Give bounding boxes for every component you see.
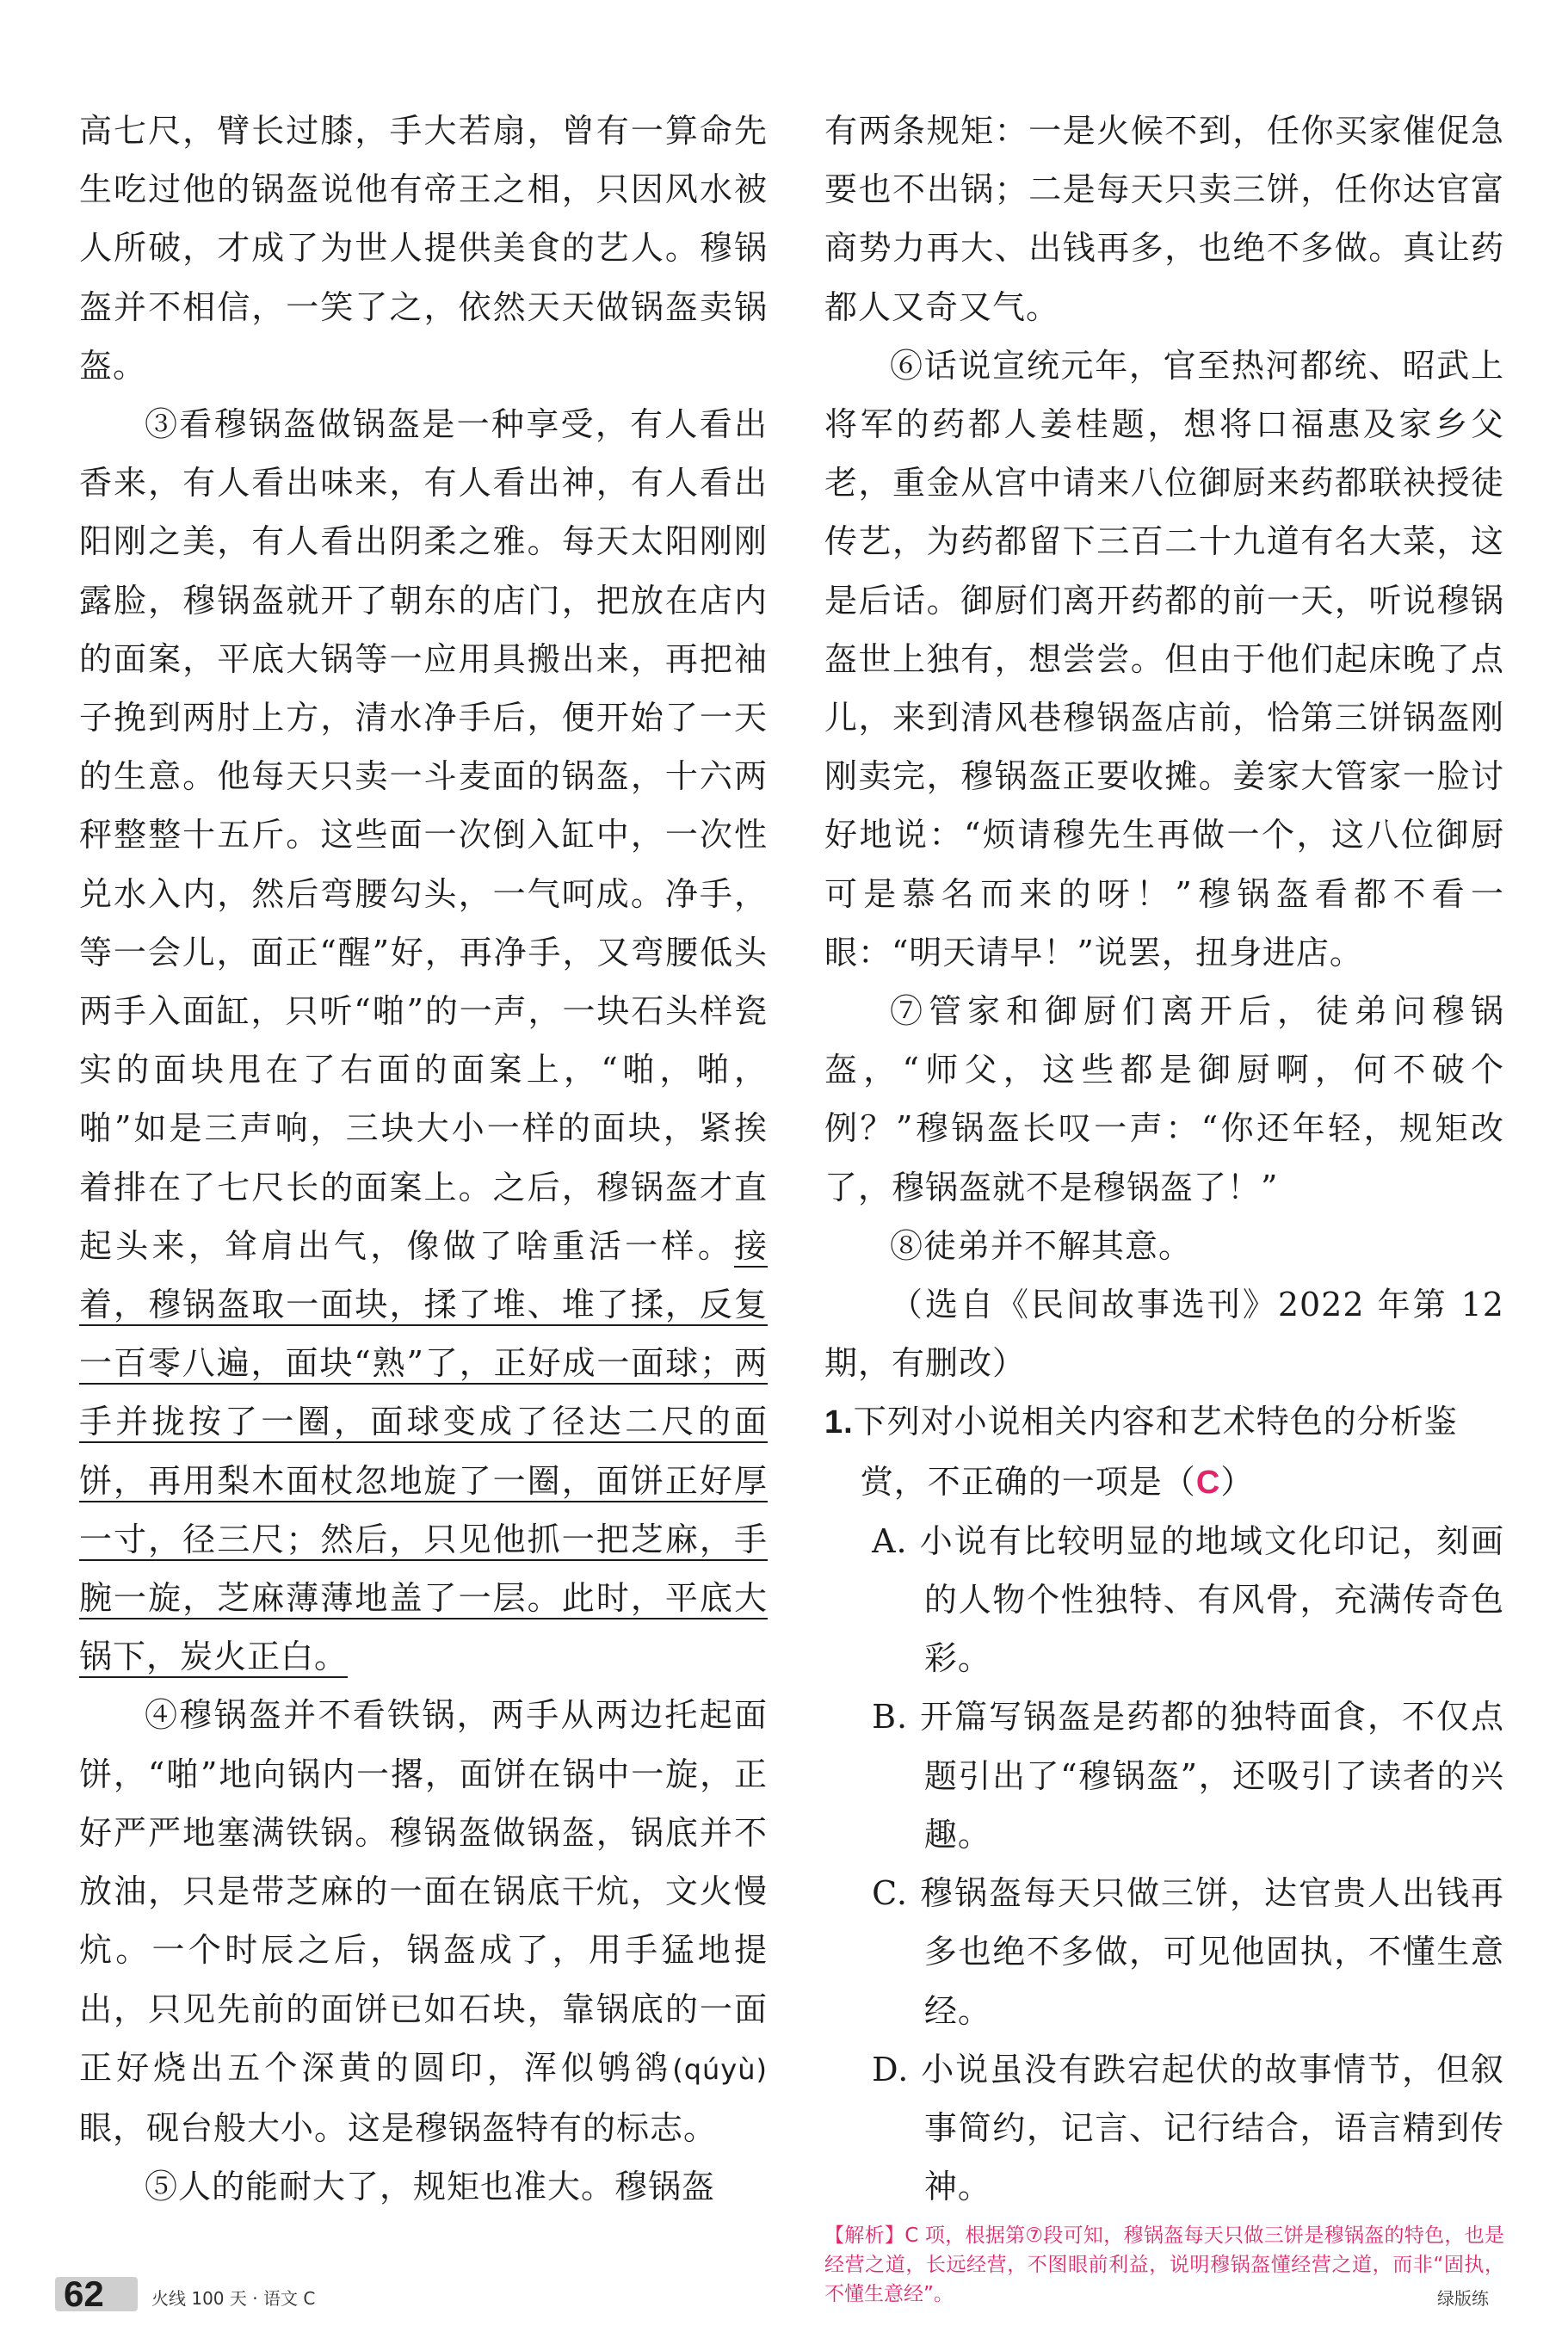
page-footer xyxy=(0,2273,1568,2317)
question-number: 1. xyxy=(824,1404,854,1441)
paragraph-3-text: ③看穆锅盔做锅盔是一种享受，有人看出香来，有人看出味来，有人看出神，有人看出阳刚之美，有人看出阴柔之雅。每天太阳刚刚露脸，穆锅盔就开了朝东的店门，把放在店内的面案，平底大锅等一应用具搬出来，再把袖子挽到两肘上方，清水净手后，便开始了一天的生意。他每天只卖一斗麦面的锅盔，十六两秤整整十五斤。这些面一次倒入缸中，一次性兑水入内，然后弯腰勾头，一气呵成。净手，等一会儿，面正“醒”好，再净手，又弯腰低头两手入面缸，只听“啪”的一声，一块石头样瓷实的面块甩在了右面的面案上，“啪，啪，啪”如是三声响，三块大小一样的面块，紧挨着排在了七尺长的面案上。之后，穆锅盔才直起头来，耸肩出气，像做了啥重活一样。 xyxy=(79,405,768,1265)
option-c: C. 穆锅盔每天只做三饼，达官贵人出钱再多也绝不多做，可见他固执，不懂生意经。 xyxy=(872,1874,1504,2030)
paragraph-6: ⑥话说宣统元年，官至热河都统、昭武上将军的药都人姜桂题，想将口福惠及家乡父老，重金从宫中请来八位御厨来药都联袂授徒传艺，为药都留下三百二十九道有名大菜，这是后话。御厨们离开药都的前一天，听说穆锅盔世上独有，想尝尝。但由于他们起床晚了点儿，来到清风巷穆锅盔店前，恰第三饼锅盔刚刚卖完，穆锅盔正要收摊。姜家大管家一脸讨好地说：“烦请穆先生再做一个，这八位御厨可是慕名而来的呀！”穆锅盔看都不看一眼：“明天请早！”说罢，扭身进店。 xyxy=(824,346,1504,972)
paragraph-8: ⑧徒弟并不解其意。 xyxy=(890,1226,1193,1265)
page-number: 62 xyxy=(64,2273,104,2314)
paragraph-5-continuation: 有两条规矩：一是火候不到，任你买家催促急要也不出锅；二是每天只卖三饼，任你达官富商势力再大、出钱再多，也绝不多做。真让药都人又奇又气。 xyxy=(824,112,1504,326)
paragraph-3 xyxy=(79,395,768,1686)
paragraph-3-underlined-passage: 接着，穆锅盔取一面块，揉了堆、堆了揉，反复一百零八遍，面块“熟”了，正好成一面球；两手并拢按了一圈，面球变成了径达二尺的面饼，再用梨木面杖忽地旋了一圈，面饼正好厚一寸，径三尺；然后，只见他抓一把芝麻，手腕一旋，芝麻薄薄地盖了一层。此时，平底大锅下，炭火正白。 xyxy=(79,1226,768,1676)
answer-analysis: 【解析】C 项，根据第⑦段可知，穆锅盔每天只做三饼是穆锅盔的特色，也是经营之道，长远经营，不图眼前利益，说明穆锅盔懂经营之道，而非“固执，不懂生意经”。 xyxy=(824,2224,1504,2306)
question-1-stem xyxy=(824,1392,1504,1511)
right-column xyxy=(824,102,1504,2309)
paragraph-4 xyxy=(79,1686,768,2157)
answer-mark: C xyxy=(1195,1464,1221,1501)
option-a: A. 小说有比较明显的地域文化印记，刻画的人物个性独特、有风骨，充满传奇色彩。 xyxy=(872,1521,1504,1678)
paragraph-5-start: ⑤人的能耐大了，规矩也准大。穆锅盔 xyxy=(145,2168,716,2206)
left-column xyxy=(79,102,768,2216)
paragraph-2-continuation: 高七尺，臂长过膝，手大若扇，曾有一算命先生吃过他的锅盔说他有帝王之相，只因风水被人所破，才成了为世人提供美食的艺人。穆锅盔并不相信，一笑了之，依然天天做锅盔卖锅盔。 xyxy=(79,112,768,385)
book-title: 火线 100 天 · 语文 C xyxy=(151,2288,316,2309)
pinyin-annotation: (qúyù) xyxy=(672,2052,768,2086)
question-stem-text: 下列对小说相关内容和艺术特色的分析鉴赏，不正确的一项是（ xyxy=(853,1403,1458,1501)
paragraph-7: ⑦管家和御厨们离开后，徒弟问穆锅盔，“师父，这些都是御厨啊，何不破个例？”穆锅盔长叹一声：“你还年轻，规矩改了，穆锅盔就不是穆锅盔了！” xyxy=(824,992,1504,1206)
option-d: D. 小说虽没有跌宕起伏的故事情节，但叙事简约，记言、记行结合，语言精到传神。 xyxy=(872,2050,1504,2206)
paragraph-4-text-b: 眼，砚台般大小。这是穆锅盔特有的标志。 xyxy=(79,2108,718,2147)
question-stem-close: ） xyxy=(1220,1462,1255,1501)
option-b: B. 开篇写锅盔是药都的独特面食，不仅点题引出了“穆锅盔”，还吸引了读者的兴趣。 xyxy=(872,1698,1504,1854)
source-citation: （选自《民间故事选刊》2022 年第 12 期，有删改） xyxy=(824,1286,1504,1383)
paragraph-4-text-a: ④穆锅盔并不看铁锅，两手从两边托起面饼，“啪”地向锅内一撂，面饼在锅中一旋，正好严严地塞满铁锅。穆锅盔做锅盔，锅底并不放油，只是带芝麻的一面在锅底干炕，文火慢炕。一个时辰之后，锅盔成了，用手猛地提出，只见先前的面饼已如石块，靠锅底的一面正好烧出五个深黄的圆印，浑似鸲鹆 xyxy=(79,1696,768,2087)
edition-label: 绿版练 xyxy=(1437,2288,1489,2309)
